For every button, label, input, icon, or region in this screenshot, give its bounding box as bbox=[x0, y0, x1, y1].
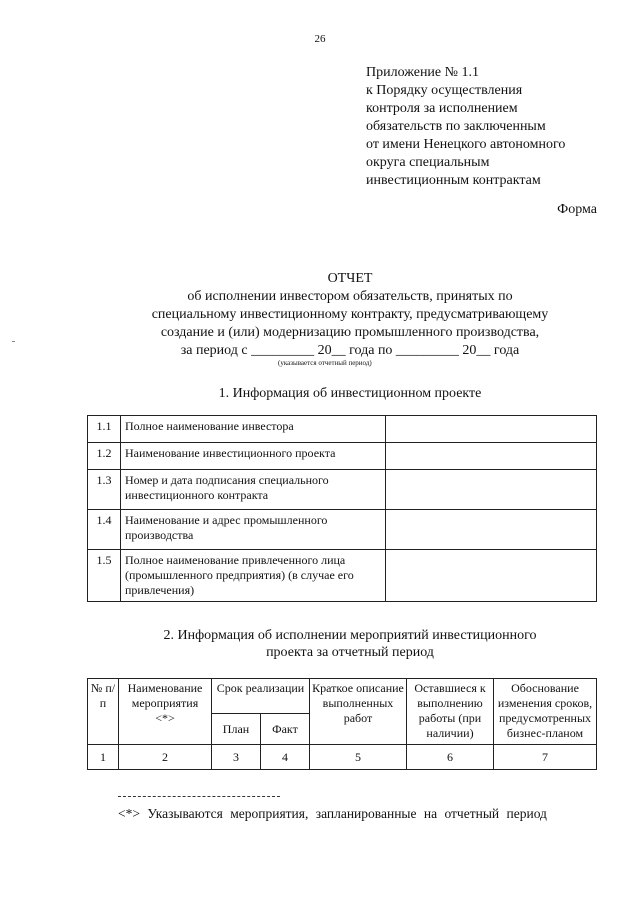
table-row bbox=[88, 470, 597, 510]
column-number: 6 bbox=[407, 745, 494, 770]
table-row bbox=[88, 416, 597, 443]
page-number: 26 bbox=[314, 33, 326, 45]
header-remaining: Оставшиеся к выполнению работы (при наличии) bbox=[407, 679, 494, 745]
appendix-line: от имени Ненецкого автономного bbox=[366, 137, 566, 152]
row-value[interactable] bbox=[386, 510, 597, 550]
column-number: 2 bbox=[119, 745, 212, 770]
row-number: 1.2 bbox=[88, 443, 121, 470]
column-number: 3 bbox=[212, 745, 261, 770]
row-label: Наименование инвестиционного проекта bbox=[121, 443, 386, 470]
section2-heading-line: 2. Информация об исполнении мероприятий инвестиционного bbox=[163, 628, 537, 643]
appendix-line: к Порядку осуществления bbox=[366, 83, 523, 98]
row-number: 1.3 bbox=[88, 470, 121, 510]
report-subtitle-line: специальному инвестиционному контракту, предусматривающему bbox=[151, 307, 549, 322]
appendix-line: округа специальным bbox=[366, 155, 490, 170]
table-row bbox=[88, 510, 597, 550]
row-number: 1.5 bbox=[88, 550, 121, 602]
row-value[interactable] bbox=[386, 550, 597, 602]
row-value[interactable] bbox=[386, 443, 597, 470]
row-label: Наименование и адрес промышленного производства bbox=[121, 510, 386, 550]
header-term: Срок реализации bbox=[212, 679, 310, 714]
header-description: Краткое описание выполненных работ bbox=[310, 679, 407, 745]
appendix-line: контроля за исполнением bbox=[366, 101, 518, 116]
header-fact: Факт bbox=[261, 714, 310, 745]
column-number: 1 bbox=[88, 745, 119, 770]
section2-heading bbox=[60, 627, 640, 661]
report-period-line: за период с _________ 20__ года по _________ 20__ года bbox=[180, 343, 520, 358]
column-number: 7 bbox=[494, 745, 597, 770]
events-table bbox=[87, 678, 597, 770]
row-label: Полное наименование инвестора bbox=[121, 416, 386, 443]
form-label: Форма bbox=[557, 202, 597, 217]
table-row bbox=[88, 443, 597, 470]
row-value[interactable] bbox=[386, 470, 597, 510]
section2-heading-line: проекта за отчетный период bbox=[266, 645, 434, 660]
column-number: 5 bbox=[310, 745, 407, 770]
footnote-separator bbox=[118, 796, 280, 797]
row-number: 1.1 bbox=[88, 416, 121, 443]
header-num: № п/п bbox=[88, 679, 119, 745]
header-plan: План bbox=[212, 714, 261, 745]
header-justification: Обоснование изменения сроков, предусмотренных бизнес-планом bbox=[494, 679, 597, 745]
row-number: 1.4 bbox=[88, 510, 121, 550]
margin-mark bbox=[12, 341, 15, 342]
project-info-table bbox=[87, 415, 597, 602]
section1-heading: 1. Информация об инвестиционном проекте bbox=[218, 386, 482, 401]
report-title: ОТЧЕТ bbox=[327, 271, 373, 286]
report-title-block bbox=[60, 270, 640, 360]
appendix-line: Приложение № 1.1 bbox=[366, 65, 479, 80]
report-subtitle-line: создание и (или) модернизацию промышленного производства, bbox=[160, 325, 540, 340]
row-value[interactable] bbox=[386, 416, 597, 443]
table-row bbox=[88, 550, 597, 602]
header-event-name: Наименование мероприятия <*> bbox=[119, 679, 212, 745]
appendix-line: обязательств по заключенным bbox=[366, 119, 546, 134]
footnote-text: <*> Указываются мероприятия, запланированные на отчетный период bbox=[118, 806, 547, 821]
header-row bbox=[88, 679, 597, 714]
row-label: Полное наименование привлеченного лица (промышленного предприятия) (в случае его привлечения) bbox=[121, 550, 386, 602]
report-subtitle-line: об исполнении инвестором обязательств, принятых по bbox=[187, 289, 513, 304]
appendix-block bbox=[366, 64, 628, 190]
period-hint: (указывается отчетный период) bbox=[278, 359, 372, 367]
column-number: 4 bbox=[261, 745, 310, 770]
row-label: Номер и дата подписания специального инвестиционного контракта bbox=[121, 470, 386, 510]
column-numbers-row bbox=[88, 745, 597, 770]
appendix-line: инвестиционным контрактам bbox=[366, 173, 541, 188]
